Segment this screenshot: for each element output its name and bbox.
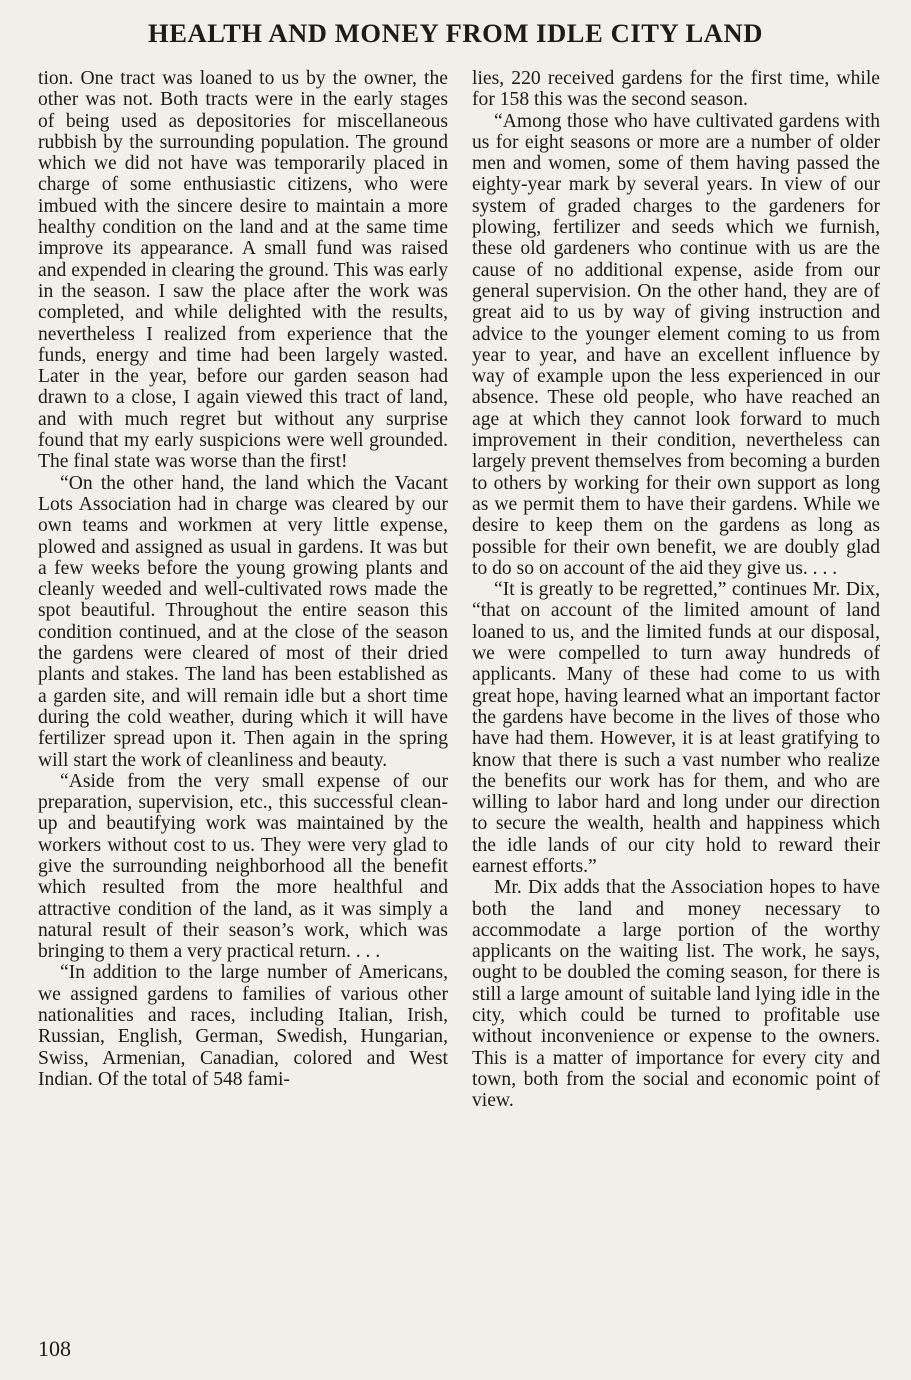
paragraph: “On the other hand, the land which the Vacant Lots Association had in charge was cleared by our own teams and workmen at very little expense, plowed and assigned as usual in gardens. It was but a few weeks before the young growing plants and cleanly weeded and well-cultivated rows made the spot beautiful. Throughout the entire season this condition continued, and at the close of the season the gardens were cleared of most of their dried plants and stakes. The land has been established as a garden site, and will remain idle but a short time during the cold weather, during which it will have fertilizer spread upon it. Then again in the spring will start the work of cleanliness and beauty. bbox=[38, 472, 448, 771]
right-column bbox=[472, 68, 880, 1112]
paragraph: lies, 220 received gardens for the first time, while for 158 this was the second season. bbox=[472, 68, 880, 111]
paragraph: “Aside from the very small expense of our preparation, supervision, etc., this successful clean-up and beautifying work was maintained by the workers without cost to us. They were very glad to give the surrounding neighborhood all the benefit which resulted from the more healthful and attractive condition of the land, as it was simply a natural result of their season’s work, which was bringing to them a very practical return. . . . bbox=[38, 770, 448, 963]
page-number: 108 bbox=[38, 1336, 71, 1361]
running-title: HEALTH AND MONEY FROM IDLE CITY LAND bbox=[148, 18, 763, 48]
left-column bbox=[38, 68, 448, 1090]
paragraph: “Among those who have cultivated gardens with us for eight seasons or more are a number of older men and women, some of them having passed the eighty-year mark by several years. In view of our system of graded charges to the gardeners for plowing, fertilizer and seeds which we furnish, these old gardeners who continue with us are the cause of no additional expense, aside from our general supervision. On the other hand, they are of great aid to us by way of giving instruction and advice to the younger element coming to us from year to year, and have an excellent influence by way of example upon the less experienced in our absence. These old people, who have reached an age at which they cannot look forward to much improvement in their condition, nevertheless can largely prevent themselves from becoming a burden to others by working for their own support as long as we permit them to have their gardens. While we desire to keep them on the gardens as long as possible for their own benefit, we are doubly glad to do so on account of the aid they give us. . . . bbox=[472, 110, 880, 579]
paragraph: tion. One tract was loaned to us by the owner, the other was not. Both tracts were in the early stages of being used as depositories for miscellaneous rubbish by the surrounding population. The ground which we did not have was temporarily placed in charge of some enthusiastic citizens, who were imbued with the sincere desire to maintain a more healthy condition on the land and at the same time improve its appearance. A small fund was raised and expended in clearing the ground. This was early in the season. I saw the place after the work was completed, and while delighted with the results, nevertheless I realized from experience that the funds, energy and time had been largely wasted. Later in the year, before our garden season had drawn to a close, I again viewed this tract of land, and with much regret but without any surprise found that my early suspicions were well grounded. The final state was worse than the first! bbox=[38, 68, 448, 473]
paragraph: Mr. Dix adds that the Association hopes to have both the land and money necessary to accommodate a large portion of the worthy applicants on the waiting list. The work, he says, ought to be doubled the coming season, for there is still a large amount of suitable land lying idle in the city, which could be turned to profitable use without inconvenience or expense to the owners. This is a matter of importance for every city and town, both from the social and economic point of view. bbox=[472, 877, 880, 1112]
paragraph: “In addition to the large number of Americans, we assigned gardens to families of various other nationalities and races, including Italian, Irish, Russian, English, German, Swedish, Hungarian, Swiss, Armenian, Canadian, colored and West Indian. Of the total of 548 fami- bbox=[38, 962, 448, 1090]
paragraph: “It is greatly to be regretted,” continues Mr. Dix, “that on account of the limited amount of land loaned to us, and the limited funds at our disposal, we were compelled to turn away hundreds of applicants. Many of these had come to us with great hope, having learned what an important factor the gardens have become in the lives of those who have had them. However, it is at least gratifying to know that there is such a vast number who realize the benefits our work has for them, and who are willing to labor hard and long under our direction to secure the wealth, health and happiness which the idle lands of our city hold to reward their earnest efforts.” bbox=[472, 579, 880, 877]
